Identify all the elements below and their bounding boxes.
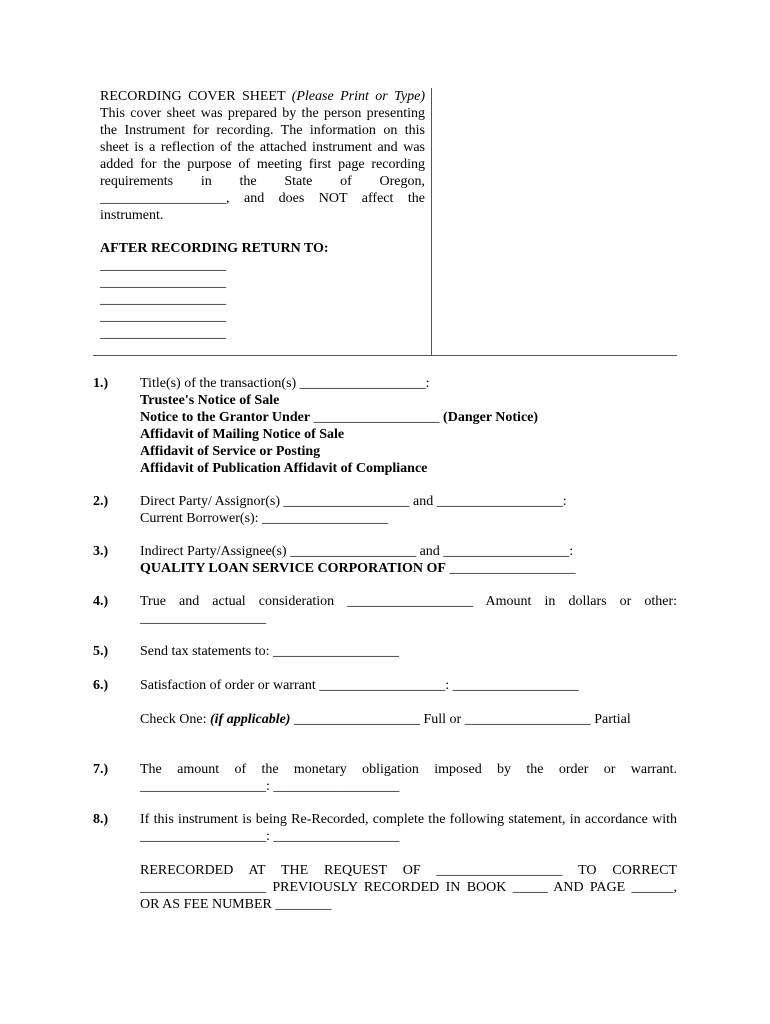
header-horizontal-divider (93, 355, 677, 356)
return-line: __________________ (100, 275, 226, 290)
item-body (140, 643, 677, 660)
item-text: True and actual consideration __________________ Amount in dollars or other: __________________ (140, 594, 677, 626)
blank-segment: __________________ (310, 410, 444, 425)
return-line: __________________ (100, 309, 226, 324)
item-number: 1.) (93, 376, 109, 391)
item-number: 7.) (93, 762, 109, 777)
cover-sheet-paragraph (100, 88, 425, 224)
item-body (140, 493, 677, 527)
item-bold-text: Trustee's Notice of Sale (140, 393, 280, 408)
check-rest: __________________ Full or __________________ Partial (293, 712, 631, 727)
cover-note: (Please Print or Type) (291, 89, 425, 104)
return-address-lines (100, 257, 226, 342)
check-one-text (140, 711, 677, 728)
item-text: Indirect Party/Assignee(s) __________________ and __________________: (140, 544, 574, 559)
item-text: If this instrument is being Re-Recorded, complete the following statement, in accordance with __________________: __________________ (140, 812, 677, 844)
item-body (140, 543, 677, 577)
header-vertical-divider (431, 88, 432, 356)
check-note: (if applicable) (209, 712, 291, 727)
item-text: Title(s) of the transaction(s) __________________: (140, 376, 430, 391)
item-body (140, 375, 677, 477)
blank-segment: __________________ (445, 561, 576, 576)
item-text: Satisfaction of order or warrant __________________: __________________ (140, 678, 579, 693)
item-text: The amount of the monetary obligation imposed by the order or warrant. __________________: __________________ (140, 762, 677, 794)
item-bold-text (140, 409, 677, 426)
bold-segment: QUALITY LOAN SERVICE CORPORATION OF (140, 561, 446, 576)
item-bold-text: Affidavit of Publication Affidavit of Compliance (140, 461, 428, 476)
rerecord-statement: RERECORDED AT THE REQUEST OF __________________ TO CORRECT __________________ PREVIOUSLY RECORDED IN BOOK _____ AND PAGE ______, OR AS FEE NUMBER ________ (140, 863, 677, 912)
item-text: Current Borrower(s): __________________ (140, 511, 389, 526)
item-number: 3.) (93, 544, 109, 559)
cover-text: This cover sheet was prepared by the person presenting the Instrument for recording. The information on this sheet is a reflection of the attached instrument and was added for the purpose of meeting first page recording requirements in the State of Oregon, __________________, and does NOT affect the instrument. (100, 106, 425, 223)
item-text: Direct Party/ Assignor(s) __________________ and __________________: (140, 494, 567, 509)
return-line: __________________ (100, 292, 226, 307)
item-number: 6.) (93, 678, 109, 693)
cover-sheet-statement (100, 88, 425, 224)
item-bold-text: Affidavit of Service or Posting (140, 444, 321, 459)
check-label: Check One: (140, 712, 207, 727)
item-bold-text (140, 560, 677, 577)
return-line: __________________ (100, 326, 226, 341)
item-bold-text: Affidavit of Mailing Notice of Sale (140, 427, 345, 442)
item-number: 8.) (93, 812, 109, 827)
bold-segment: Notice to the Grantor Under (140, 410, 311, 425)
bold-segment: (Danger Notice) (443, 410, 539, 425)
item-text: Send tax statements to: __________________ (140, 644, 399, 659)
item-number: 5.) (93, 644, 109, 659)
item-number: 4.) (93, 594, 109, 609)
item-body (140, 811, 677, 913)
return-to-title: AFTER RECORDING RETURN TO: (100, 241, 329, 256)
item-number: 2.) (93, 494, 109, 509)
cover-title: RECORDING COVER SHEET (100, 89, 286, 104)
item-body (140, 677, 677, 728)
return-line: __________________ (100, 258, 226, 273)
